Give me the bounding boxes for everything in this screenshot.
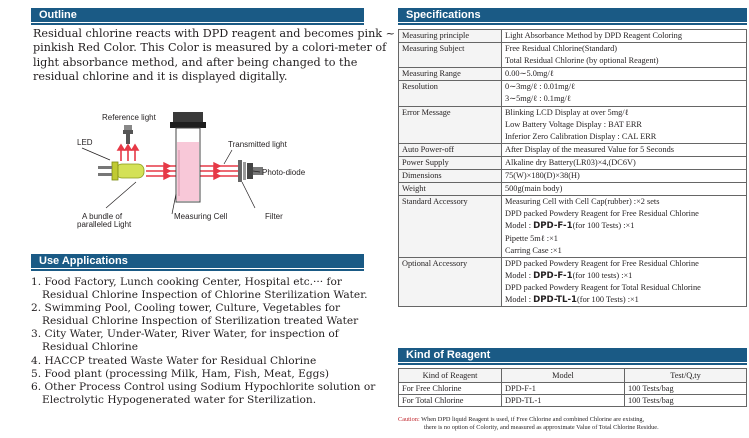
spec-value-line: Alkaline dry Battery(LR03)×4,(DC6V) [505, 157, 636, 167]
spec-key: Measuring Range [399, 68, 502, 81]
specifications-table [398, 29, 747, 307]
list-item-text: Residual Chlorine Inspection of Sterilization treated Water [42, 315, 359, 328]
table-row [399, 81, 747, 106]
filter-icon [238, 160, 246, 182]
spec-value [502, 68, 747, 81]
spec-key: Standard Accessory [399, 196, 502, 257]
outline-header [31, 8, 364, 22]
list-item [31, 368, 371, 381]
spec-value [502, 106, 747, 143]
reagent-header [398, 348, 747, 362]
spec-value-line: Free Residual Chlorine(Standard) [505, 44, 617, 54]
table-row [399, 170, 747, 183]
table-row [399, 30, 747, 43]
spec-value [502, 257, 747, 306]
column-header: Model [502, 369, 625, 383]
outline-title: Outline [39, 9, 77, 21]
table-cell: 100 Tests/bag [625, 383, 747, 395]
table-header-row [399, 369, 747, 383]
list-item [31, 302, 371, 328]
specifications-title: Specifications [406, 9, 481, 21]
measuring-cell-label: Measuring Cell [174, 212, 228, 221]
spec-key: Error Message [399, 106, 502, 143]
spec-value [502, 43, 747, 68]
spec-key: Power Supply [399, 156, 502, 169]
reference-light-icon [123, 125, 133, 144]
caution-line-2: there is no option of Colority, and measured as approximate Value of Total Chlorine Residue. [424, 423, 659, 431]
list-item-text: Residual Chlorine Inspection of Chlorine Sterilization Water. [42, 289, 368, 302]
list-item-text: Residual Chlorine [42, 341, 138, 354]
caution-note [398, 416, 748, 431]
measuring-cell-icon [170, 112, 206, 202]
spec-value-line: Inferior Zero Calibration Display : CAL ERR [505, 131, 657, 141]
spec-key: Optional Accessory [399, 257, 502, 306]
caution-text: When DPD liquid Reagent is used, if Free Chlorine and combined Chlorine are existing, [421, 416, 645, 423]
spec-key: Weight [399, 183, 502, 196]
reference-arrows-icon [118, 145, 138, 161]
table-cell: DPD-TL-1 [502, 395, 625, 407]
spec-value-line: DPD packed Powdery Reagent for Free Residual Chlorine [505, 209, 699, 219]
table-row [399, 196, 747, 257]
spec-value-line: Pipette 5mℓ :×1 [505, 233, 558, 243]
outline-paragraph [33, 27, 395, 84]
spec-key: Measuring principle [399, 30, 502, 43]
table-cell: 100 Tests/bag [625, 395, 747, 407]
specifications-header [398, 8, 747, 22]
spec-value-line: DPD packed Powdery Reagent for Total Residual Chlorine [505, 282, 701, 292]
table-cell: For Total Chlorine [399, 395, 502, 407]
reagent-title: Kind of Reagent [406, 349, 491, 361]
spec-value-line: Model : DPD-F-1(for 100 Tests) :×1 [505, 221, 635, 232]
measurement-diagram [60, 108, 360, 233]
list-item [31, 380, 376, 407]
spec-value-line: Light Absorbance Method by DPD Reagent Coloring [505, 31, 682, 40]
spec-value-line: Low Battery Voltage Display : BAT ERR [505, 119, 642, 129]
table-row [399, 106, 747, 143]
spec-value-line: Model : DPD-TL-1(for 100 Tests) :×1 [505, 294, 639, 305]
spec-value [502, 156, 747, 169]
table-cell: DPD-F-1 [502, 383, 625, 395]
spec-value [502, 30, 747, 43]
spec-value [502, 143, 747, 156]
caution-label: Caution: [398, 416, 420, 423]
list-item-text: 2. Swimming Pool, Cooling tower, Culture, Vegetables for [31, 302, 341, 315]
column-header: Test/Q,ty [625, 369, 747, 383]
spec-value-line: Measuring Cell with Cell Cap(rubber) :×2 sets [505, 197, 660, 207]
spec-value-line: Model : DPD-F-1(for 100 tests) :×1 [505, 270, 633, 281]
spec-value-line: Blinking LCD Display at over 5mg/ℓ [505, 107, 629, 117]
list-item [31, 355, 371, 368]
use-applications-header [31, 254, 364, 268]
applications-list [31, 276, 376, 407]
list-item [31, 276, 371, 302]
reference-light-label: Reference light [102, 113, 156, 122]
list-item-text: 5. Food plant (processing Milk, Ham, Fish, Meat, Eggs) [31, 367, 330, 380]
spec-value-line: After Display of the measured Value for 5 Seconds [505, 144, 674, 154]
spec-value-line: 500g(main body) [505, 184, 563, 194]
table-cell: For Free Chlorine [399, 383, 502, 395]
transmitted-light-label: Transmitted light [228, 140, 287, 149]
table-row [399, 68, 747, 81]
spec-value [502, 170, 747, 183]
outline-line: light absorbance method, and after being changed to the [33, 55, 358, 69]
table-row [399, 156, 747, 169]
bundle-label: A bundle of [82, 212, 123, 221]
table-row [399, 143, 747, 156]
outline-line: Residual chlorine reacts with DPD reagent and becomes pink ~ [33, 27, 395, 40]
spec-value-line: DPD packed Powdery Reagent for Free Residual Chlorine [505, 258, 699, 268]
spec-key: Auto Power-off [399, 143, 502, 156]
spec-value-line: 75(W)×180(D)×38(H) [505, 171, 580, 181]
led-icon [98, 162, 144, 180]
table-row [399, 257, 747, 306]
outline-line: pinkish Red Color. This Color is measured by a colori-meter of [33, 41, 387, 55]
table-row [399, 383, 747, 395]
table-row [399, 43, 747, 68]
spec-value-line: Total Residual Chlorine (by optional Reagent) [505, 56, 659, 66]
list-item-text: 3. City Water, Under-Water, River Water, for inspection of [31, 328, 339, 341]
spec-key: Dimensions [399, 170, 502, 183]
led-label: LED [77, 138, 93, 147]
list-item-text: 4. HACCP treated Waste Water for Residual Chlorine [31, 354, 317, 367]
filter-label: Filter [265, 212, 283, 221]
caution-line [398, 416, 748, 424]
spec-value-line: 0.00∼5.0mg/ℓ [505, 69, 554, 79]
spec-value [502, 196, 747, 257]
column-header: Kind of Reagent [399, 369, 502, 383]
reagent-table [398, 368, 747, 407]
bundle-label-2: paralleled Light [77, 220, 132, 229]
table-row [399, 395, 747, 407]
use-applications-title: Use Applications [39, 255, 128, 267]
list-item-text: 1. Food Factory, Lunch cooking Center, Hospital etc.··· for [31, 276, 342, 288]
spec-value-line: 0∼3mg/ℓ : 0.01mg/ℓ [505, 82, 575, 92]
outline-line: residual chlorine and it is displayed digitally. [33, 69, 288, 83]
photo-diode-label: Photo-diode [262, 168, 306, 177]
spec-value [502, 183, 747, 196]
spec-value-line: 3∼5mg/ℓ : 0.1mg/ℓ [505, 94, 571, 104]
list-item [31, 328, 371, 354]
list-item-text: 6. Other Process Control using Sodium Hypochlorite solution or [31, 380, 376, 393]
table-row [399, 183, 747, 196]
spec-key: Resolution [399, 81, 502, 106]
list-item-text: Electrolytic Hypogenerated water for Sterilization. [42, 393, 317, 406]
spec-value-line: Carring Case :×1 [505, 245, 562, 255]
spec-value [502, 81, 747, 106]
spec-key: Measuring Subject [399, 43, 502, 68]
